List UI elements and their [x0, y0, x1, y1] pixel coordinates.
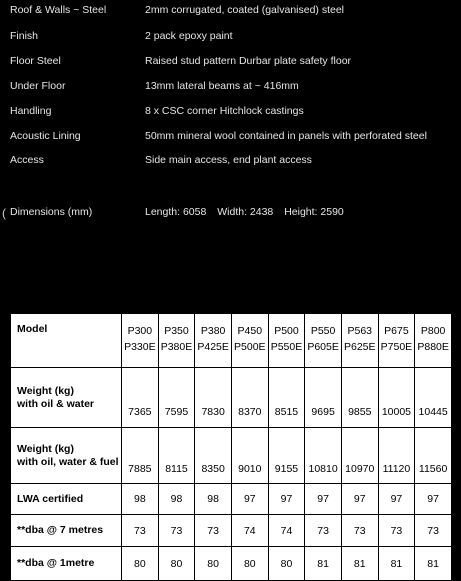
model-name: P380E — [160, 341, 193, 353]
table-row — [11, 484, 452, 515]
row-label-cell — [11, 428, 122, 484]
dimension-length: Length: 6058 — [145, 206, 207, 218]
model-name: P800 — [420, 325, 446, 337]
model-name: P500 — [274, 325, 299, 337]
model-name-cell — [122, 314, 159, 368]
spec-label: Handling — [10, 105, 52, 117]
spec-row — [0, 126, 461, 146]
dimensions-values — [145, 202, 352, 222]
row-label-cell — [11, 515, 122, 547]
table-cell: 81 — [415, 547, 452, 581]
table-cell: 97 — [415, 484, 452, 515]
table-cell: 73 — [122, 515, 159, 547]
table-cell: 98 — [195, 484, 232, 515]
table-cell: 9695 — [305, 368, 342, 428]
row-label-line: **dba @ 1metre — [17, 557, 95, 569]
spec-value: 13mm lateral beams at ~ 416mm — [145, 80, 299, 92]
table-cell: 73 — [341, 515, 378, 547]
spec-label: Finish — [10, 30, 39, 42]
model-name: P675 — [384, 325, 409, 337]
spec-label: Floor Steel — [10, 55, 61, 67]
dimensions-label: Dimensions (mm) — [10, 206, 93, 218]
model-name: P550 — [310, 325, 336, 337]
table-cell: 73 — [158, 515, 195, 547]
row-label-cell — [11, 484, 122, 515]
table-cell: 73 — [195, 515, 232, 547]
model-name-cell — [158, 314, 195, 368]
spec-row — [0, 150, 461, 170]
spec-value: 8 x CSC corner Hitchlock castings — [145, 105, 304, 117]
table-cell: 73 — [378, 515, 415, 547]
model-name-cell — [231, 314, 268, 368]
table-cell: 73 — [415, 515, 452, 547]
bracket-mark: ( — [2, 206, 6, 220]
model-name-cell — [305, 314, 342, 368]
row-label-line: with oil, water & fuel — [17, 455, 119, 468]
spec-value: Side main access, end plant access — [145, 154, 312, 166]
model-name-cell — [415, 314, 452, 368]
model-name: P350 — [164, 325, 189, 337]
model-name-cell — [341, 314, 378, 368]
table-cell: 7830 — [195, 368, 232, 428]
table-cell: 10970 — [341, 428, 378, 484]
row-label-line: with oil & water — [17, 397, 95, 410]
spec-row — [0, 26, 461, 46]
table-row — [11, 428, 452, 484]
row-label-line: Weight (kg) — [17, 442, 74, 455]
table-cell: 7365 — [122, 368, 159, 428]
model-name-cell — [268, 314, 305, 368]
model-name: P425E — [197, 341, 229, 353]
table-cell: 9855 — [341, 368, 378, 428]
table-cell: 81 — [378, 547, 415, 581]
model-name: P550E — [270, 341, 303, 353]
model-name-cell — [378, 314, 415, 368]
table-cell: 11120 — [378, 428, 415, 484]
table-cell: 10810 — [305, 428, 342, 484]
table-cell: 97 — [305, 484, 342, 515]
table-cell: 10005 — [378, 368, 415, 428]
table-cell: 8115 — [158, 428, 195, 484]
table-cell: 8350 — [195, 428, 232, 484]
table-cell: 98 — [158, 484, 195, 515]
spec-label: Roof & Walls ~ Steel — [10, 4, 107, 16]
table-cell: 11560 — [415, 428, 452, 484]
model-name: P605E — [307, 341, 339, 353]
row-label-line: **dba @ 7 metres — [17, 524, 104, 536]
table-cell: 80 — [195, 547, 232, 581]
table-cell: 74 — [231, 515, 268, 547]
spec-row — [0, 51, 461, 71]
spec-value: 2mm corrugated, coated (galvanised) steel — [145, 4, 345, 16]
table-cell: 10445 — [415, 368, 452, 428]
model-name: P500E — [234, 341, 266, 353]
table-cell: 97 — [341, 484, 378, 515]
table-cell: 81 — [305, 547, 342, 581]
row-label-line: Weight (kg) — [17, 384, 74, 397]
header-label-cell: Model — [11, 314, 122, 368]
table-cell: 97 — [378, 484, 415, 515]
table-row — [11, 547, 452, 581]
spec-label: Under Floor — [10, 80, 66, 92]
model-name: P380 — [200, 325, 226, 337]
model-name: P563 — [347, 325, 373, 337]
spec-label: Acoustic Lining — [10, 130, 81, 142]
dimensions-row — [0, 202, 461, 222]
spec-value: Raised stud pattern Durbar plate safety floor — [145, 55, 352, 67]
spec-label: Access — [10, 154, 44, 166]
table-cell: 9155 — [268, 428, 305, 484]
row-label-cell — [11, 547, 122, 581]
spec-row — [0, 76, 461, 96]
model-name: P880E — [417, 341, 449, 353]
table-cell: 7595 — [158, 368, 195, 428]
spec-value: 2 pack epoxy paint — [145, 30, 233, 42]
model-table — [10, 313, 452, 581]
spec-row — [0, 0, 461, 20]
model-name: P300 — [127, 325, 153, 337]
model-name-cell — [195, 314, 232, 368]
table-cell: 97 — [231, 484, 268, 515]
table-cell: 8370 — [231, 368, 268, 428]
spec-value: 50mm mineral wool contained in panels with perforated steel — [145, 130, 427, 142]
model-name: P330E — [124, 341, 156, 353]
row-label-cell — [11, 368, 122, 428]
table-cell: 80 — [268, 547, 305, 581]
table-row — [11, 368, 452, 428]
dimension-width: Width: 2438 — [217, 206, 274, 218]
dimension-height: Height: 2590 — [284, 206, 344, 218]
table-header-row — [11, 314, 452, 368]
spec-row — [0, 101, 461, 121]
table-cell: 98 — [122, 484, 159, 515]
table-cell: 74 — [268, 515, 305, 547]
table-row — [11, 515, 452, 547]
table-cell: 81 — [341, 547, 378, 581]
table-cell: 80 — [158, 547, 195, 581]
table-cell: 9010 — [231, 428, 268, 484]
row-label-line: LWA certified — [17, 492, 84, 505]
model-name: P450 — [237, 325, 263, 337]
table-cell: 7885 — [122, 428, 159, 484]
table-cell: 80 — [122, 547, 159, 581]
table-cell: 80 — [231, 547, 268, 581]
model-name: P625E — [344, 341, 376, 353]
model-name: P750E — [380, 341, 413, 353]
table-cell: 97 — [268, 484, 305, 515]
table-cell: 73 — [305, 515, 342, 547]
table-cell: 8515 — [268, 368, 305, 428]
